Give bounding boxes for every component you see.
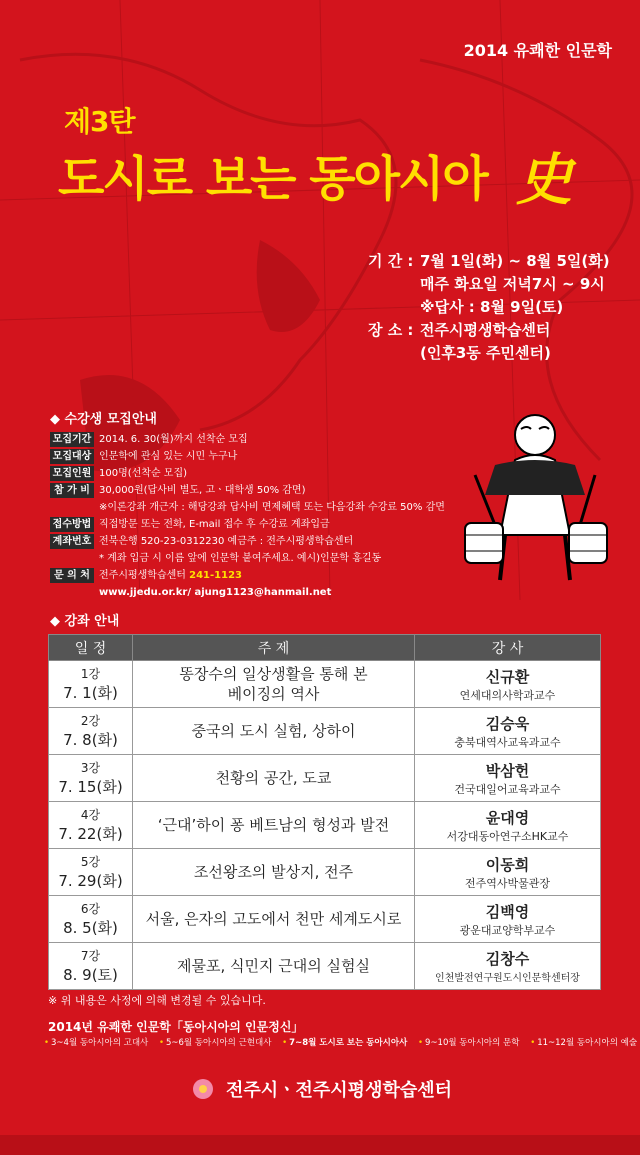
recruit-tag: 모집인원 bbox=[50, 466, 94, 481]
speaker-name: 김승욱 bbox=[485, 714, 530, 733]
lecture-topic: 천황의 공간, 도쿄 bbox=[215, 769, 332, 787]
speaker-affiliation: 광운대교양학부교수 bbox=[459, 923, 556, 937]
recruit-value: 30,000원(답사비 별도, 고ㆍ대학생 50% 감면) bbox=[99, 485, 306, 496]
recruit-value: 전북은행 520-23-0312230 예금주 : 전주시평생학습센터 bbox=[99, 536, 354, 547]
table-row bbox=[49, 896, 601, 943]
time-value: 매주 화요일 저녁7시 ~ 9시 bbox=[420, 275, 605, 293]
page-title: 도시로 보는 동아시아 bbox=[58, 151, 487, 207]
change-notice: ※ 위 내용은 사정에 의해 변경될 수 있습니다. bbox=[48, 994, 266, 1007]
recruit-tag: 계좌번호 bbox=[50, 534, 94, 549]
lecture-date: 8. 5(화) bbox=[63, 919, 118, 937]
lecture-num: 5강 bbox=[80, 855, 101, 869]
lecture-date: 8. 9(토) bbox=[63, 966, 118, 984]
lecture-topic: ‘근대’하이 퐁 베트남의 형성과 발전 bbox=[157, 816, 390, 834]
footer bbox=[0, 1076, 640, 1102]
lecture-table bbox=[48, 634, 601, 990]
speaker-name: 윤대영 bbox=[485, 808, 530, 827]
series-item: • 11~12월 동아시아의 예술 bbox=[530, 1038, 638, 1048]
recruit-info bbox=[50, 432, 470, 602]
header-speaker: 강 사 bbox=[415, 635, 601, 661]
lecture-topic: 서울, 은자의 고도에서 천만 세계도시로 bbox=[145, 910, 402, 928]
series-number: 제3탄 bbox=[64, 105, 135, 138]
speaker-name: 김창수 bbox=[485, 950, 530, 968]
lecture-date: 7. 29(화) bbox=[58, 872, 123, 890]
table-row bbox=[49, 755, 601, 802]
lecture-date: 7. 1(화) bbox=[63, 684, 118, 702]
series-list bbox=[44, 1036, 640, 1048]
recruit-note: * 계좌 입금 시 이름 앞에 인문학 붙여주세요. 예시)인문학 홍길동 bbox=[99, 553, 382, 564]
series-item: • 9~10월 동아시아의 문학 bbox=[418, 1038, 520, 1048]
footer-organizer: 전주시ㆍ전주시평생학습센터 bbox=[225, 1080, 453, 1101]
header-date: 일 정 bbox=[49, 635, 133, 661]
period-label: 기 간 : bbox=[368, 252, 414, 270]
speaker-name: 신규환 bbox=[485, 667, 530, 686]
speaker-name: 이동희 bbox=[485, 855, 530, 874]
lecture-num: 4강 bbox=[80, 808, 101, 822]
place-value: 전주시평생학습센터 bbox=[420, 321, 551, 339]
lecture-num: 2강 bbox=[80, 714, 101, 728]
series-item: • 3~4월 동아시아의 고대사 bbox=[44, 1038, 149, 1048]
table-row bbox=[49, 661, 601, 708]
lecture-date: 7. 22(화) bbox=[58, 825, 123, 843]
lecture-date: 7. 15(화) bbox=[58, 778, 123, 796]
recruit-value: 100명(선착순 모집) bbox=[99, 468, 188, 479]
table-row bbox=[49, 708, 601, 755]
recruit-note: ※이론강좌 개근자 : 해당강좌 답사비 면제혜택 또는 다음강좌 수강료 50% 감면 bbox=[99, 502, 445, 513]
flower-logo-icon bbox=[188, 1077, 218, 1101]
table-row bbox=[49, 849, 601, 896]
recruit-value: 인문학에 관심 있는 시민 누구나 bbox=[99, 451, 238, 462]
recruit-tag: 참 가 비 bbox=[50, 483, 94, 498]
speaker-name: 박삼헌 bbox=[485, 761, 530, 780]
series-title: 2014년 유쾌한 인문학「동아시아의 인문정신」 bbox=[48, 1020, 304, 1034]
contact-phone[interactable]: 241-1123 bbox=[189, 570, 242, 581]
header-year-title: 2014 유쾌한 인문학 bbox=[463, 41, 612, 60]
table-row bbox=[49, 943, 601, 990]
header-topic: 주 제 bbox=[133, 635, 415, 661]
lecture-num: 1강 bbox=[80, 667, 101, 681]
speaker-affiliation: 서강대동아연구소HK교수 bbox=[446, 829, 569, 843]
lecture-topic-2: 베이징의 역사 bbox=[227, 685, 320, 703]
recruit-value: 2014. 6. 30(월)까지 선착순 모집 bbox=[99, 434, 248, 445]
lecture-topic: 똥장수의 일상생활을 통해 본 bbox=[179, 665, 368, 683]
recruit-tag: 모집대상 bbox=[50, 449, 94, 464]
course-heading: ◆ 강좌 안내 bbox=[50, 614, 120, 629]
contact-tag: 문 의 처 bbox=[50, 568, 94, 583]
speaker-affiliation: 건국대일어교육과교수 bbox=[454, 782, 561, 796]
bottom-bar bbox=[0, 1135, 640, 1155]
porter-illustration bbox=[455, 405, 615, 595]
lecture-num: 3강 bbox=[80, 761, 101, 775]
contact-web[interactable]: www.jjedu.or.kr/ ajung1123@hanmail.net bbox=[99, 587, 332, 598]
lecture-num: 6강 bbox=[80, 902, 101, 916]
field-trip: ※답사 : 8월 9일(토) bbox=[420, 298, 564, 316]
lecture-date: 7. 8(화) bbox=[63, 731, 118, 749]
speaker-affiliation: 전주역사박물관장 bbox=[464, 876, 550, 890]
lecture-num: 7강 bbox=[80, 949, 101, 963]
period-value: 7월 1일(화) ~ 8월 5일(화) bbox=[420, 252, 610, 270]
series-item: • 5~6월 동아시아의 근현대사 bbox=[158, 1038, 272, 1048]
series-item: • 7~8월 도시로 보는 동아시아사 bbox=[282, 1038, 408, 1048]
recruit-value: 직접방문 또는 전화, E-mail 접수 후 수강료 계좌입금 bbox=[99, 519, 330, 530]
table-row bbox=[49, 802, 601, 849]
speaker-name: 김백영 bbox=[485, 902, 530, 921]
lecture-topic: 조선왕조의 발상지, 전주 bbox=[193, 863, 354, 881]
title-hanja: 史 bbox=[516, 147, 572, 213]
contact-org: 전주시평생학습센터 bbox=[99, 570, 186, 581]
speaker-affiliation: 인천발전연구원도시인문학센터장 bbox=[435, 973, 580, 984]
speaker-affiliation: 연세대의사학과교수 bbox=[459, 688, 556, 702]
place-label: 장 소 : bbox=[368, 321, 414, 339]
event-info bbox=[368, 250, 610, 365]
lecture-topic: 제물포, 식민지 근대의 실험실 bbox=[177, 957, 370, 975]
place-sub: (인후3동 주민센터) bbox=[420, 344, 551, 362]
lecture-topic: 중국의 도시 실험, 상하이 bbox=[191, 722, 356, 740]
recruit-tag: 모집기간 bbox=[50, 432, 94, 447]
recruit-tag: 접수방법 bbox=[50, 517, 94, 532]
speaker-affiliation: 충북대역사교육과교수 bbox=[454, 735, 561, 749]
recruit-heading: ◆ 수강생 모집안내 bbox=[50, 412, 157, 427]
